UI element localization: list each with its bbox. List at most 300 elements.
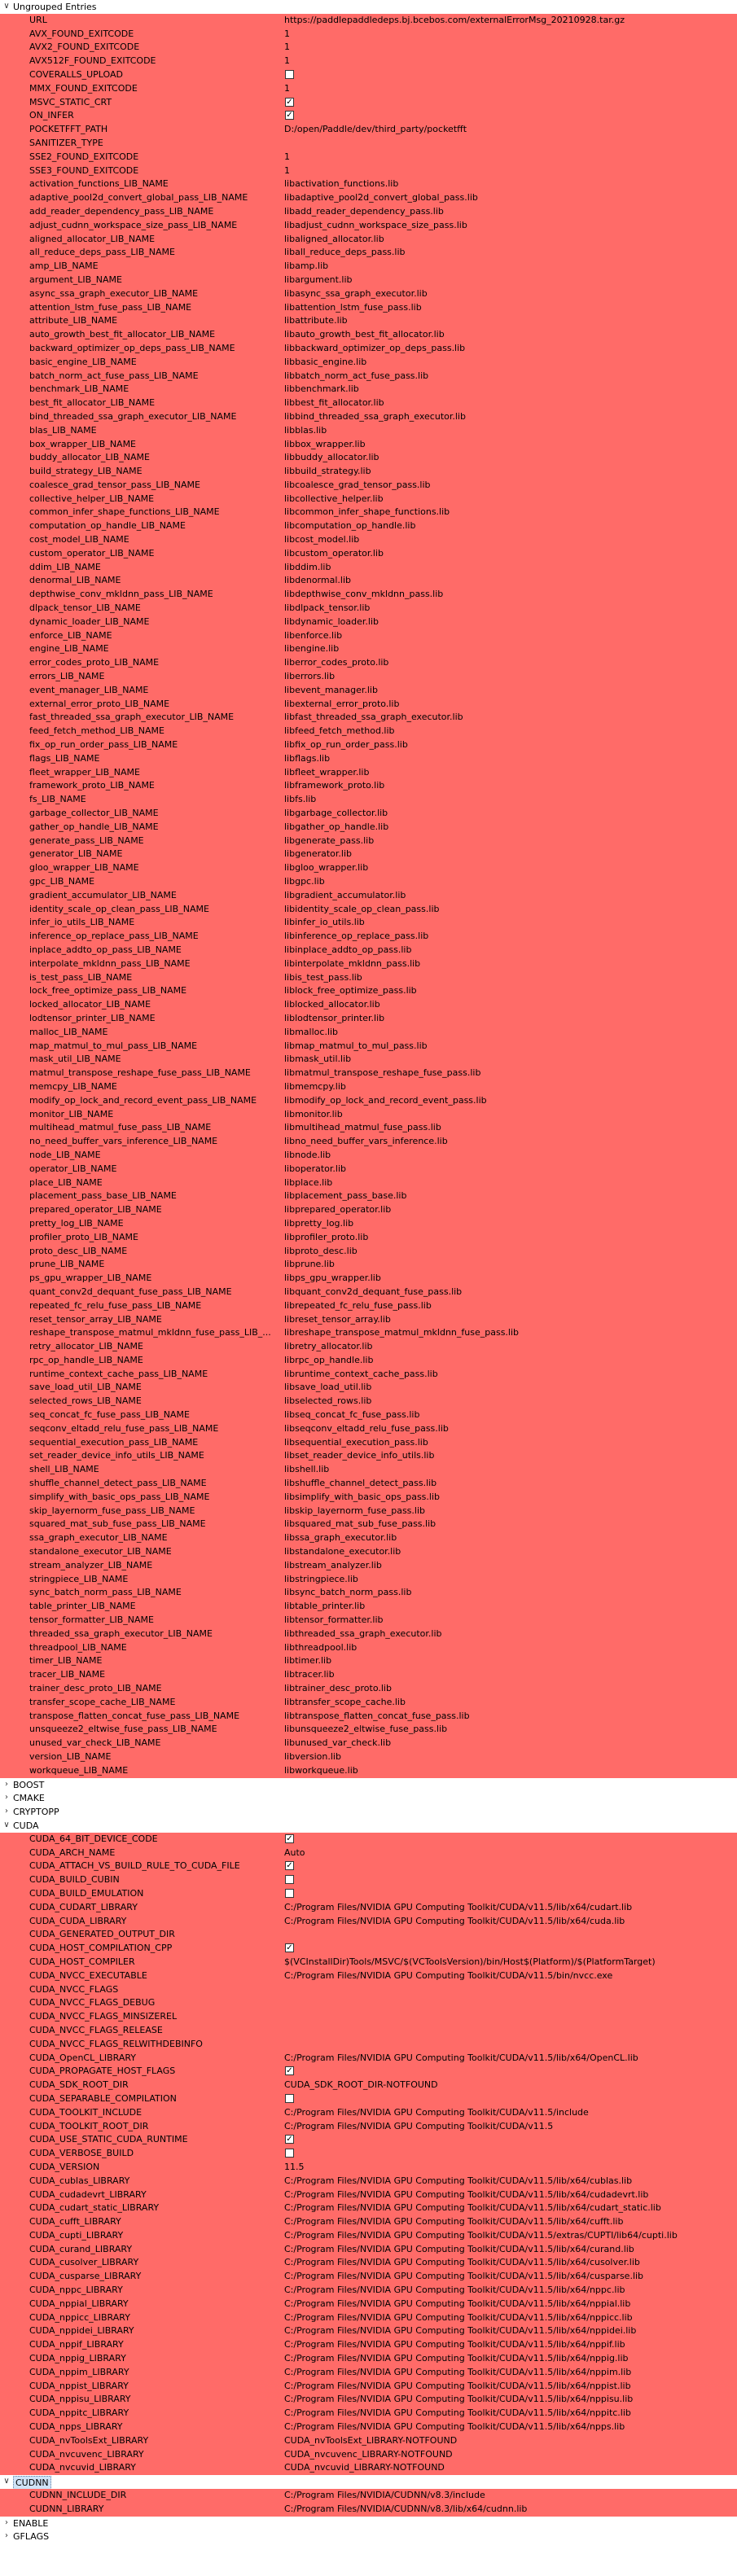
cache-entry-row[interactable] [0, 2270, 737, 2284]
cache-entry-row[interactable] [0, 233, 737, 247]
entry-value[interactable]: libunused_var_check.lib [284, 1737, 392, 1749]
cache-entry-row[interactable] [0, 383, 737, 396]
chevron-down-icon[interactable]: ∨ [3, 2477, 10, 2486]
cache-entry-row[interactable] [0, 656, 737, 670]
cache-entry-row[interactable] [0, 2120, 737, 2134]
cache-entry-row[interactable] [0, 519, 737, 533]
cache-entry-row[interactable] [0, 1286, 737, 1299]
cache-entry-row[interactable] [0, 944, 737, 957]
cache-entry-row[interactable] [0, 1573, 737, 1587]
entry-value[interactable]: C:/Program Files/NVIDIA/CUDNN/v8.3/include [284, 2490, 485, 2501]
entry-value[interactable]: libskip_layernorm_fuse_pass.lib [284, 1505, 426, 1516]
entry-value[interactable]: C:/Program Files/NVIDIA GPU Computing Toolkit/CUDA/v11.5/lib/x64/cudart.lib [284, 1901, 633, 1912]
entry-value[interactable]: 1 [284, 151, 290, 162]
cache-entry-row[interactable] [0, 1928, 737, 1942]
cache-entry-row[interactable] [0, 2079, 737, 2092]
entry-value[interactable]: 11.5 [284, 2161, 305, 2172]
cache-entry-row[interactable] [0, 2420, 737, 2434]
cache-entry-row[interactable] [0, 2052, 737, 2066]
entry-value[interactable]: libps_gpu_wrapper.lib [284, 1273, 381, 1284]
entry-value[interactable]: C:/Program Files/NVIDIA GPU Computing Toolkit/CUDA/v11.5/lib/x64/nppig.lib [284, 2353, 629, 2364]
cache-entry-row[interactable] [0, 96, 737, 110]
cache-entry-row[interactable] [0, 314, 737, 328]
cache-entry-row[interactable] [0, 1710, 737, 1724]
entry-value[interactable]: C:/Program Files/NVIDIA GPU Computing Toolkit/CUDA/v11.5/lib/x64/cusolver.lib [284, 2257, 640, 2268]
entry-value[interactable]: libstringpiece.lib [284, 1573, 358, 1584]
cache-entry-row[interactable] [0, 2243, 737, 2257]
cache-entry-row[interactable] [0, 930, 737, 944]
entry-value[interactable]: libmalloc.lib [284, 1026, 339, 1037]
cache-entry-row[interactable] [0, 123, 737, 137]
entry-value[interactable]: libinference_op_replace_pass.lib [284, 931, 429, 942]
checkbox-checked[interactable] [285, 1861, 294, 1870]
cache-entry-row[interactable] [0, 738, 737, 752]
cache-entry-row[interactable] [0, 246, 737, 260]
cache-entry-row[interactable] [0, 2324, 737, 2338]
entry-value[interactable]: liball_reduce_deps_pass.lib [284, 247, 406, 258]
cache-entry-row[interactable] [0, 2311, 737, 2325]
cache-entry-row[interactable] [0, 465, 737, 479]
entry-value[interactable]: 1 [284, 28, 290, 39]
group-ungrouped-entries[interactable] [0, 0, 737, 14]
checkbox-checked[interactable] [285, 98, 294, 107]
entry-value[interactable]: libbackward_optimizer_op_deps_pass.lib [284, 342, 466, 353]
cache-entry-row[interactable] [0, 1969, 737, 1983]
entry-value[interactable]: libgloo_wrapper.lib [284, 862, 369, 874]
entry-value[interactable]: libexternal_error_proto.lib [284, 698, 400, 709]
cache-entry-row[interactable] [0, 1026, 737, 1040]
cache-entry-row[interactable] [0, 1942, 737, 1956]
cache-entry-row[interactable] [0, 1245, 737, 1259]
group-cryptopp[interactable] [0, 1805, 737, 1819]
entry-value[interactable]: libmodify_op_lock_and_record_event_pass.lib [284, 1094, 487, 1106]
cache-entry-row[interactable] [0, 1313, 737, 1327]
entry-value[interactable]: librpc_op_handle.lib [284, 1354, 374, 1365]
entry-value[interactable]: C:/Program Files/NVIDIA GPU Computing Toolkit/CUDA/v11.5/lib/x64/npps.lib [284, 2421, 625, 2433]
entry-value[interactable]: C:/Program Files/NVIDIA GPU Computing Toolkit/CUDA/v11.5/lib/x64/nppial.lib [284, 2298, 631, 2309]
cache-entry-row[interactable] [0, 41, 737, 55]
cache-entry-row[interactable] [0, 1641, 737, 1655]
entry-value[interactable]: libinfer_io_utils.lib [284, 917, 365, 928]
cache-entry-row[interactable] [0, 410, 737, 424]
chevron-right-icon[interactable]: › [5, 2531, 8, 2541]
entry-value[interactable]: libdlpack_tensor.lib [284, 602, 371, 614]
cache-entry-row[interactable] [0, 82, 737, 96]
entry-value[interactable]: libadd_reader_dependency_pass.lib [284, 205, 444, 217]
cache-entry-row[interactable] [0, 2161, 737, 2175]
cache-entry-row[interactable] [0, 2503, 737, 2517]
cache-entry-row[interactable] [0, 479, 737, 493]
cache-entry-row[interactable] [0, 1764, 737, 1778]
cache-entry-row[interactable] [0, 1080, 737, 1094]
cache-entry-row[interactable] [0, 1067, 737, 1080]
entry-value[interactable]: liblocked_allocator.lib [284, 999, 380, 1010]
entry-value[interactable]: libpretty_log.lib [284, 1217, 354, 1229]
entry-value[interactable]: libattribute.lib [284, 315, 348, 326]
entry-value[interactable]: C:/Program Files/NVIDIA GPU Computing Toolkit/CUDA/v11.5/lib/x64/nppist.lib [284, 2380, 631, 2391]
cache-entry-row[interactable] [0, 793, 737, 807]
entry-value[interactable]: libidentity_scale_op_clean_pass.lib [284, 903, 440, 914]
entry-value[interactable]: CUDA_SDK_ROOT_DIR-NOTFOUND [284, 2079, 438, 2091]
entry-value[interactable]: libversion.lib [284, 1751, 341, 1762]
entry-value[interactable]: libretry_allocator.lib [284, 1341, 373, 1352]
cache-entry-row[interactable] [0, 191, 737, 205]
entry-value[interactable]: CUDA_nvToolsExt_LIBRARY-NOTFOUND [284, 2434, 458, 2446]
entry-value[interactable]: libno_need_buffer_vars_inference.lib [284, 1136, 448, 1147]
cache-entry-row[interactable] [0, 698, 737, 712]
entry-value[interactable]: libddim.lib [284, 561, 331, 572]
cache-entry-row[interactable] [0, 2366, 737, 2380]
entry-value[interactable]: C:/Program Files/NVIDIA GPU Computing Toolkit/CUDA/v11.5/lib/x64/nppitc.lib [284, 2407, 631, 2419]
cache-entry-row[interactable] [0, 533, 737, 547]
entry-value[interactable]: libthreaded_ssa_graph_executor.lib [284, 1628, 442, 1639]
entry-value[interactable]: 1 [284, 55, 290, 67]
cache-entry-row[interactable] [0, 424, 737, 438]
entry-value[interactable]: liblock_free_optimize_pass.lib [284, 985, 417, 997]
cache-entry-row[interactable] [0, 916, 737, 930]
entry-value[interactable]: libmultihead_matmul_fuse_pass.lib [284, 1122, 441, 1133]
checkbox-unchecked[interactable] [285, 70, 294, 79]
cache-entry-row[interactable] [0, 177, 737, 191]
entry-value[interactable]: libshell.lib [284, 1464, 330, 1475]
cache-entry-row[interactable] [0, 1381, 737, 1395]
entry-value[interactable]: C:/Program Files/NVIDIA GPU Computing Toolkit/CUDA/v11.5/lib/x64/OpenCL.lib [284, 2052, 638, 2063]
cache-entry-row[interactable] [0, 506, 737, 519]
cache-entry-row[interactable] [0, 711, 737, 725]
cache-entry-row[interactable] [0, 1983, 737, 1997]
cache-entry-row[interactable] [0, 588, 737, 602]
cache-entry-row[interactable] [0, 574, 737, 588]
entry-value[interactable]: D:/open/Paddle/dev/third_party/pocketfft [284, 124, 467, 135]
entry-value[interactable]: libfleet_wrapper.lib [284, 766, 370, 778]
entry-value[interactable]: libgradient_accumulator.lib [284, 889, 406, 900]
entry-value[interactable]: libinterpolate_mkldnn_pass.lib [284, 957, 421, 969]
entry-value[interactable]: libproto_desc.lib [284, 1245, 358, 1256]
cache-entry-row[interactable] [0, 2229, 737, 2243]
cache-entry-row[interactable] [0, 1299, 737, 1313]
entry-value[interactable]: libcustom_operator.lib [284, 547, 384, 559]
group-enable[interactable] [0, 2517, 737, 2530]
entry-value[interactable]: libdenormal.lib [284, 575, 351, 586]
entry-value[interactable]: libreset_tensor_array.lib [284, 1313, 391, 1325]
entry-value[interactable]: libshuffle_channel_detect_pass.lib [284, 1478, 437, 1489]
entry-value[interactable]: libenforce.lib [284, 629, 343, 641]
entry-value[interactable]: libbind_threaded_ssa_graph_executor.lib [284, 410, 466, 422]
cache-entry-row[interactable] [0, 438, 737, 452]
entry-value[interactable]: libnode.lib [284, 1149, 331, 1160]
group-cuda[interactable] [0, 1819, 737, 1833]
checkbox-unchecked[interactable] [285, 1875, 294, 1884]
cache-entry-row[interactable] [0, 1176, 737, 1190]
cache-entry-row[interactable] [0, 1518, 737, 1531]
entry-value[interactable]: liberror_codes_proto.lib [284, 657, 389, 668]
entry-value[interactable]: libsequential_execution_pass.lib [284, 1436, 428, 1448]
entry-value[interactable]: libsimplify_with_basic_ops_pass.lib [284, 1491, 440, 1502]
cache-entry-row[interactable] [0, 68, 737, 82]
cache-entry-row[interactable] [0, 1395, 737, 1408]
cache-entry-row[interactable] [0, 821, 737, 835]
cache-entry-row[interactable] [0, 725, 737, 738]
cache-entry-row[interactable] [0, 1422, 737, 1436]
entry-value[interactable]: libengine.lib [284, 643, 340, 655]
cache-entry-row[interactable] [0, 1491, 737, 1505]
entry-value[interactable]: libgather_op_handle.lib [284, 821, 389, 832]
entry-value[interactable]: libplace.lib [284, 1176, 333, 1188]
entry-value[interactable]: libssa_graph_executor.lib [284, 1532, 397, 1544]
checkbox-checked[interactable] [285, 2135, 294, 2144]
cache-entry-row[interactable] [0, 2284, 737, 2298]
entry-value[interactable]: libfast_threaded_ssa_graph_executor.lib [284, 712, 463, 723]
cache-entry-row[interactable] [0, 1340, 737, 1354]
group-gflags[interactable] [0, 2530, 737, 2543]
cache-entry-row[interactable] [0, 28, 737, 42]
cache-entry-row[interactable] [0, 875, 737, 889]
entry-value[interactable]: libbatch_norm_act_fuse_pass.lib [284, 370, 429, 381]
cache-entry-row[interactable] [0, 219, 737, 233]
entry-value[interactable]: libgpc.lib [284, 876, 325, 887]
cache-entry-row[interactable] [0, 328, 737, 342]
cache-entry-row[interactable] [0, 1996, 737, 2010]
cache-entry-row[interactable] [0, 1682, 737, 1696]
cache-entry-row[interactable] [0, 1326, 737, 1340]
cache-entry-row[interactable] [0, 274, 737, 287]
cache-entry-row[interactable] [0, 2147, 737, 2161]
cache-entry-row[interactable] [0, 1149, 737, 1163]
entry-value[interactable]: libdepthwise_conv_mkldnn_pass.lib [284, 589, 444, 600]
entry-value[interactable]: libflags.lib [284, 752, 331, 764]
cache-entry-row[interactable] [0, 2175, 737, 2188]
cache-entry-row[interactable] [0, 2188, 737, 2202]
cache-entry-row[interactable] [0, 1436, 737, 1450]
cache-entry-row[interactable] [0, 1477, 737, 1491]
cache-entry-row[interactable] [0, 1833, 737, 1847]
chevron-down-icon[interactable]: ∨ [3, 2, 10, 11]
cache-entry-row[interactable] [0, 629, 737, 643]
checkbox-checked[interactable] [285, 1834, 294, 1843]
entry-value[interactable]: libamp.lib [284, 261, 329, 272]
entry-value[interactable]: libdynamic_loader.lib [284, 616, 379, 627]
entry-value[interactable]: C:/Program Files/NVIDIA GPU Computing Toolkit/CUDA/v11.5/lib/x64/nppif.lib [284, 2339, 625, 2350]
cache-entry-row[interactable] [0, 835, 737, 848]
cache-entry-row[interactable] [0, 2010, 737, 2024]
group-cmake[interactable] [0, 1791, 737, 1805]
cache-entry-row[interactable] [0, 1956, 737, 1969]
cache-entry-row[interactable] [0, 1203, 737, 1217]
entry-value[interactable]: libblas.lib [284, 424, 327, 436]
entry-value[interactable]: liblodtensor_printer.lib [284, 1012, 385, 1023]
cache-entry-row[interactable] [0, 1505, 737, 1518]
cache-entry-row[interactable] [0, 151, 737, 164]
cache-entry-row[interactable] [0, 2201, 737, 2215]
entry-value[interactable]: libis_test_pass.lib [284, 971, 362, 983]
cache-entry-row[interactable] [0, 287, 737, 301]
cache-entry-row[interactable] [0, 670, 737, 684]
checkbox-checked[interactable] [285, 111, 294, 120]
cache-entry-row[interactable] [0, 109, 737, 123]
cache-entry-row[interactable] [0, 1628, 737, 1641]
entry-value[interactable]: libinplace_addto_op_pass.lib [284, 944, 412, 955]
entry-value[interactable]: libframework_proto.lib [284, 780, 385, 791]
cache-entry-row[interactable] [0, 301, 737, 315]
entry-value[interactable]: C:/Program Files/NVIDIA GPU Computing Toolkit/CUDA/v11.5/lib/x64/nppim.lib [284, 2366, 632, 2377]
entry-value[interactable]: libbenchmark.lib [284, 383, 359, 395]
entry-value[interactable]: libmemcpy.lib [284, 1080, 346, 1092]
entry-value[interactable]: libsync_batch_norm_pass.lib [284, 1587, 412, 1598]
cache-entry-row[interactable] [0, 396, 737, 410]
cache-entry-row[interactable] [0, 55, 737, 68]
entry-value[interactable]: libthreadpool.lib [284, 1641, 358, 1653]
entry-value[interactable]: libbasic_engine.lib [284, 356, 367, 367]
entry-value[interactable]: C:/Program Files/NVIDIA GPU Computing Toolkit/CUDA/v11.5/extras/CUPTI/lib64/cupti.lib [284, 2229, 678, 2241]
entry-value[interactable]: libstream_analyzer.lib [284, 1559, 382, 1571]
entry-value[interactable]: liberrors.lib [284, 671, 336, 682]
entry-value[interactable]: libquant_conv2d_dequant_fuse_pass.lib [284, 1286, 463, 1297]
checkbox-unchecked[interactable] [285, 2094, 294, 2103]
cache-entry-row[interactable] [0, 807, 737, 821]
entry-value[interactable]: libseq_concat_fc_fuse_pass.lib [284, 1409, 420, 1421]
cache-entry-row[interactable] [0, 1189, 737, 1203]
entry-value[interactable]: libprepared_operator.lib [284, 1204, 392, 1216]
cache-entry-row[interactable] [0, 1901, 737, 1915]
cache-entry-row[interactable] [0, 861, 737, 875]
entry-value[interactable]: libgenerate_pass.lib [284, 835, 375, 846]
cache-entry-row[interactable] [0, 2434, 737, 2448]
cache-entry-row[interactable] [0, 2024, 737, 2038]
checkbox-unchecked[interactable] [285, 2149, 294, 2158]
cache-entry-row[interactable] [0, 342, 737, 356]
entry-value[interactable]: 1 [284, 82, 290, 94]
entry-value[interactable]: libsquared_mat_sub_fuse_pass.lib [284, 1518, 436, 1530]
entry-value[interactable]: C:/Program Files/NVIDIA GPU Computing Toolkit/CUDA/v11.5/lib/x64/cublas.lib [284, 2175, 633, 2186]
cache-entry-row[interactable] [0, 2461, 737, 2475]
entry-value[interactable]: CUDA_nvcuvid_LIBRARY-NOTFOUND [284, 2462, 445, 2473]
chevron-right-icon[interactable]: › [5, 2517, 8, 2527]
chevron-down-icon[interactable]: ∨ [3, 1820, 10, 1829]
cache-entry-row[interactable] [0, 1040, 737, 1054]
cache-entry-row[interactable] [0, 1723, 737, 1737]
cache-entry-row[interactable] [0, 2133, 737, 2147]
entry-value[interactable]: libbox_wrapper.lib [284, 438, 366, 449]
entry-value[interactable]: libruntime_context_cache_pass.lib [284, 1368, 438, 1379]
entry-value[interactable]: libselected_rows.lib [284, 1395, 372, 1407]
entry-value[interactable]: libargument.lib [284, 274, 353, 285]
cache-entry-row[interactable] [0, 984, 737, 998]
cache-entry-row[interactable] [0, 971, 737, 985]
checkbox-unchecked[interactable] [285, 1889, 294, 1898]
cache-entry-row[interactable] [0, 2489, 737, 2503]
cache-entry-row[interactable] [0, 642, 737, 656]
entry-value[interactable]: libbuddy_allocator.lib [284, 452, 379, 463]
entry-value[interactable]: Auto [284, 1847, 305, 1858]
entry-value[interactable]: C:/Program Files/NVIDIA GPU Computing Toolkit/CUDA/v11.5/lib/x64/nppicc.lib [284, 2311, 633, 2323]
entry-value[interactable]: C:/Program Files/NVIDIA/CUDNN/v8.3/lib/x64/cudnn.lib [284, 2503, 528, 2514]
cache-entry-row[interactable] [0, 451, 737, 465]
entry-value[interactable]: libmonitor.lib [284, 1108, 343, 1119]
cache-entry-row[interactable] [0, 260, 737, 274]
cache-entry-row[interactable] [0, 1545, 737, 1559]
cache-entry-row[interactable] [0, 2256, 737, 2270]
chevron-right-icon[interactable]: › [5, 1807, 8, 1816]
entry-value[interactable]: C:/Program Files/NVIDIA GPU Computing Toolkit/CUDA/v11.5/bin/nvcc.exe [284, 1969, 613, 1981]
entry-value[interactable]: libattention_lstm_fuse_pass.lib [284, 301, 422, 313]
entry-value[interactable]: libmap_matmul_to_mul_pass.lib [284, 1040, 428, 1051]
entry-value[interactable]: libactivation_functions.lib [284, 178, 399, 190]
group-cudnn[interactable] [0, 2475, 737, 2489]
cache-entry-row[interactable] [0, 1217, 737, 1231]
cache-entry-row[interactable] [0, 1586, 737, 1600]
group-boost[interactable] [0, 1778, 737, 1792]
entry-value[interactable]: libauto_growth_best_fit_allocator.lib [284, 329, 445, 340]
entry-value[interactable]: C:/Program Files/NVIDIA GPU Computing Toolkit/CUDA/v11.5/lib/x64/nppisu.lib [284, 2394, 634, 2405]
entry-value[interactable]: libstandalone_executor.lib [284, 1546, 401, 1557]
cache-entry-row[interactable] [0, 1012, 737, 1026]
cache-entry-row[interactable] [0, 1121, 737, 1135]
cache-entry-row[interactable] [0, 1873, 737, 1887]
cache-entry-row[interactable] [0, 957, 737, 971]
entry-value[interactable]: libplacement_pass_base.lib [284, 1190, 407, 1202]
cache-entry-row[interactable] [0, 137, 737, 151]
cache-entry-row[interactable] [0, 2038, 737, 2052]
cache-entry-row[interactable] [0, 561, 737, 575]
cache-entry-row[interactable] [0, 903, 737, 917]
entry-value[interactable]: libgarbage_collector.lib [284, 808, 388, 819]
cache-entry-row[interactable] [0, 1915, 737, 1929]
entry-value[interactable]: libprune.lib [284, 1259, 335, 1270]
cache-entry-row[interactable] [0, 370, 737, 383]
entry-value[interactable]: libcomputation_op_handle.lib [284, 520, 416, 532]
cache-entry-row[interactable] [0, 602, 737, 616]
cache-entry-row[interactable] [0, 2092, 737, 2106]
entry-value[interactable]: libbest_fit_allocator.lib [284, 397, 384, 409]
entry-value[interactable]: https://paddlepaddledeps.bj.bcebos.com/externalErrorMsg_20210928.tar.gz [284, 14, 625, 25]
entry-value[interactable]: libmatmul_transpose_reshape_fuse_pass.lib [284, 1067, 481, 1079]
checkbox-checked[interactable] [285, 1943, 294, 1952]
entry-value[interactable]: libaligned_allocator.lib [284, 233, 384, 244]
entry-value[interactable]: libfeed_fetch_method.lib [284, 725, 395, 737]
entry-value[interactable]: libtrainer_desc_proto.lib [284, 1683, 392, 1694]
cache-entry-row[interactable] [0, 1258, 737, 1272]
entry-value[interactable]: libset_reader_device_info_utils.lib [284, 1450, 435, 1461]
cache-entry-row[interactable] [0, 998, 737, 1012]
entry-value[interactable]: C:/Program Files/NVIDIA GPU Computing Toolkit/CUDA/v11.5/lib/x64/curand.lib [284, 2243, 634, 2254]
cache-entry-row[interactable] [0, 1847, 737, 1860]
entry-value[interactable]: C:/Program Files/NVIDIA GPU Computing Toolkit/CUDA/v11.5/include [284, 2106, 589, 2118]
entry-value[interactable]: librepeated_fc_relu_fuse_pass.lib [284, 1299, 432, 1311]
cache-entry-row[interactable] [0, 1654, 737, 1668]
checkbox-checked[interactable] [285, 2066, 294, 2075]
chevron-right-icon[interactable]: › [5, 1779, 8, 1789]
cache-entry-row[interactable] [0, 1354, 737, 1368]
cache-entry-row[interactable] [0, 1696, 737, 1710]
entry-value[interactable]: libcoalesce_grad_tensor_pass.lib [284, 479, 431, 490]
cache-entry-row[interactable] [0, 2065, 737, 2079]
cache-entry-row[interactable] [0, 2352, 737, 2366]
cache-entry-row[interactable] [0, 1449, 737, 1463]
entry-value[interactable]: C:/Program Files/NVIDIA GPU Computing Toolkit/CUDA/v11.5/lib/x64/cusparse.lib [284, 2271, 644, 2282]
entry-value[interactable]: $(VCInstallDir)Tools/MSVC/$(VCToolsVersion)/bin/Host$(Platform)/$(PlatformTarget) [284, 1956, 656, 1967]
chevron-right-icon[interactable]: › [5, 1793, 8, 1803]
cache-entry-row[interactable] [0, 1163, 737, 1176]
cache-entry-row[interactable] [0, 1135, 737, 1149]
entry-value[interactable]: CUDA_nvcuvenc_LIBRARY-NOTFOUND [284, 2448, 453, 2460]
cache-entry-row[interactable] [0, 684, 737, 698]
entry-value[interactable]: libtranspose_flatten_concat_fuse_pass.lib [284, 1710, 470, 1721]
cache-entry-row[interactable] [0, 752, 737, 766]
cache-entry-row[interactable] [0, 1463, 737, 1477]
cache-entry-row[interactable] [0, 1368, 737, 1382]
entry-value[interactable]: C:/Program Files/NVIDIA GPU Computing Toolkit/CUDA/v11.5/lib/x64/cudadevrt.lib [284, 2188, 649, 2200]
cache-entry-row[interactable] [0, 1600, 737, 1614]
